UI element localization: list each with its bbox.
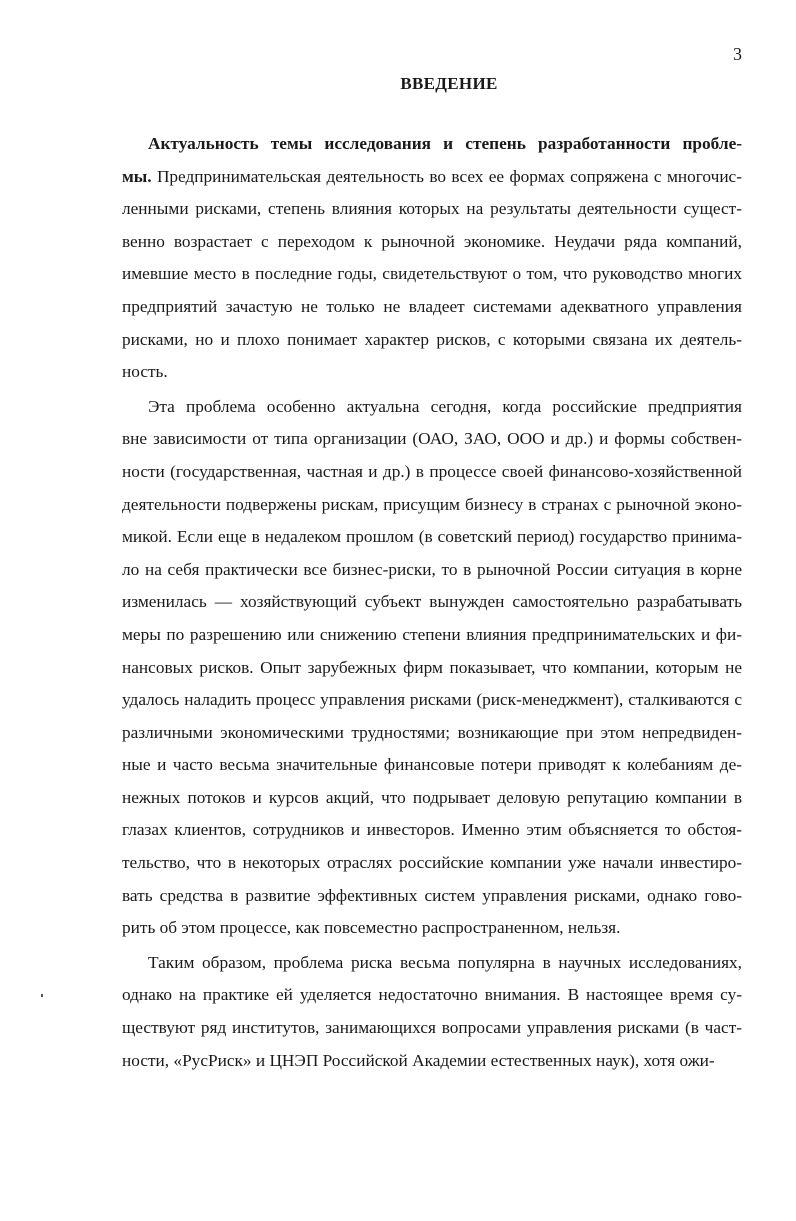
text-line xyxy=(122,128,742,161)
text-line xyxy=(122,226,742,259)
text-line xyxy=(122,193,742,226)
text-run: тельство, что в некоторых отраслях российские компании уже начали инвестиро- xyxy=(122,853,742,873)
text-line xyxy=(122,1045,742,1078)
text-line xyxy=(122,456,742,489)
text-run: Эта проблема особенно актуальна сегодня, когда российские предприятия xyxy=(148,396,742,416)
text-line xyxy=(122,912,742,945)
text-run: нансовых рисков. Опыт зарубежных фирм показывает, что компании, которым не xyxy=(122,657,742,677)
text-run: нежных потоков и курсов акций, что подрывает деловую репутацию компании в xyxy=(122,787,742,807)
text-run: микой. Если еще в недалеком прошлом (в советский период) государство принима- xyxy=(122,527,742,547)
text-run: различными экономическими трудностями; возникающие при этом непредвиден- xyxy=(122,722,742,742)
text-line xyxy=(122,291,742,324)
text-line xyxy=(122,684,742,717)
text-run: рить об этом процессе, как повсеместно распространенном, нельзя. xyxy=(122,918,621,938)
text-run: вать средства в развитие эффективных систем управления рисками, однако гово- xyxy=(122,885,742,905)
text-line xyxy=(122,586,742,619)
text-run: ности, «РусРиск» и ЦНЭП Российской Академии естественных наук), хотя ожи- xyxy=(122,1050,715,1070)
margin-speck xyxy=(41,994,43,997)
text-line xyxy=(122,521,742,554)
text-run: ности (государственная, частная и др.) в процессе своей финансово-хозяйственной xyxy=(122,461,742,481)
paragraph xyxy=(122,128,742,389)
text-run: предприятий зачастую не только не владеет системами адекватного управления xyxy=(122,296,742,316)
text-run: рисками, но и плохо понимает характер рисков, с которыми связана их деятель- xyxy=(122,329,742,349)
text-run: ные и часто весьма значительные финансовые потери приводят к колебаниям де- xyxy=(122,755,742,775)
paragraph xyxy=(122,947,742,1077)
page-number: 3 xyxy=(733,44,742,64)
text-line xyxy=(122,1012,742,1045)
text-line xyxy=(122,554,742,587)
text-run: ществуют ряд институтов, занимающихся вопросами управления рисками (в част- xyxy=(122,1018,742,1038)
text-line xyxy=(122,947,742,980)
text-run: удалось наладить процесс управления рисками (риск-менеджмент), сталкиваются с xyxy=(122,690,742,710)
bold-text: Актуальность темы исследования и степень разработанности пробле- xyxy=(148,134,742,153)
text-run: ленными рисками, степень влияния которых на результаты деятельности сущест- xyxy=(122,199,742,219)
text-line xyxy=(122,652,742,685)
text-run: Предпринимательская деятельность во всех ее формах сопряжена с многочис- xyxy=(151,166,742,186)
text-line xyxy=(122,782,742,815)
text-line xyxy=(122,489,742,522)
text-run: глазах клиентов, сотрудников и инвесторов. Именно этим объясняется то обстоя- xyxy=(122,820,742,840)
paragraph xyxy=(122,391,742,945)
text-run: ло на себя практически все бизнес-риски, то в рыночной России ситуация в корне xyxy=(122,559,742,579)
text-run: вне зависимости от типа организации (ОАО, ЗАО, ООО и др.) и формы собствен- xyxy=(122,429,742,449)
page-title: ВВЕДЕНИЕ xyxy=(400,74,498,93)
text-line xyxy=(122,814,742,847)
text-line xyxy=(122,356,742,389)
text-line xyxy=(122,717,742,750)
text-line xyxy=(122,979,742,1012)
text-run: Таким образом, проблема риска весьма популярна в научных исследованиях, xyxy=(148,952,742,972)
text-run: однако на практике ей уделяется недостаточно внимания. В настоящее время су- xyxy=(122,985,742,1005)
text-line xyxy=(122,749,742,782)
text-line xyxy=(122,619,742,652)
text-line xyxy=(122,161,742,194)
text-line xyxy=(122,324,742,357)
text-line xyxy=(122,847,742,880)
text-run: деятельности подвержены рискам, присущим бизнесу в странах с рыночной эконо- xyxy=(122,494,742,514)
text-line xyxy=(122,391,742,424)
text-line xyxy=(122,258,742,291)
text-run: венно возрастает с переходом к рыночной экономике. Неудачи ряда компаний, xyxy=(122,231,742,251)
text-run: меры по разрешению или снижению степени влияния предпринимательских и фи- xyxy=(122,624,742,644)
text-run: изменилась — хозяйствующий субъект вынужден самостоятельно разрабатывать xyxy=(122,592,742,612)
document-body xyxy=(122,128,742,1077)
text-run: имевшие место в последние годы, свидетельствуют о том, что руководство многих xyxy=(122,264,742,284)
text-line xyxy=(122,423,742,456)
bold-text: мы. xyxy=(122,166,152,186)
text-line xyxy=(122,880,742,913)
text-run: ность. xyxy=(122,362,168,382)
